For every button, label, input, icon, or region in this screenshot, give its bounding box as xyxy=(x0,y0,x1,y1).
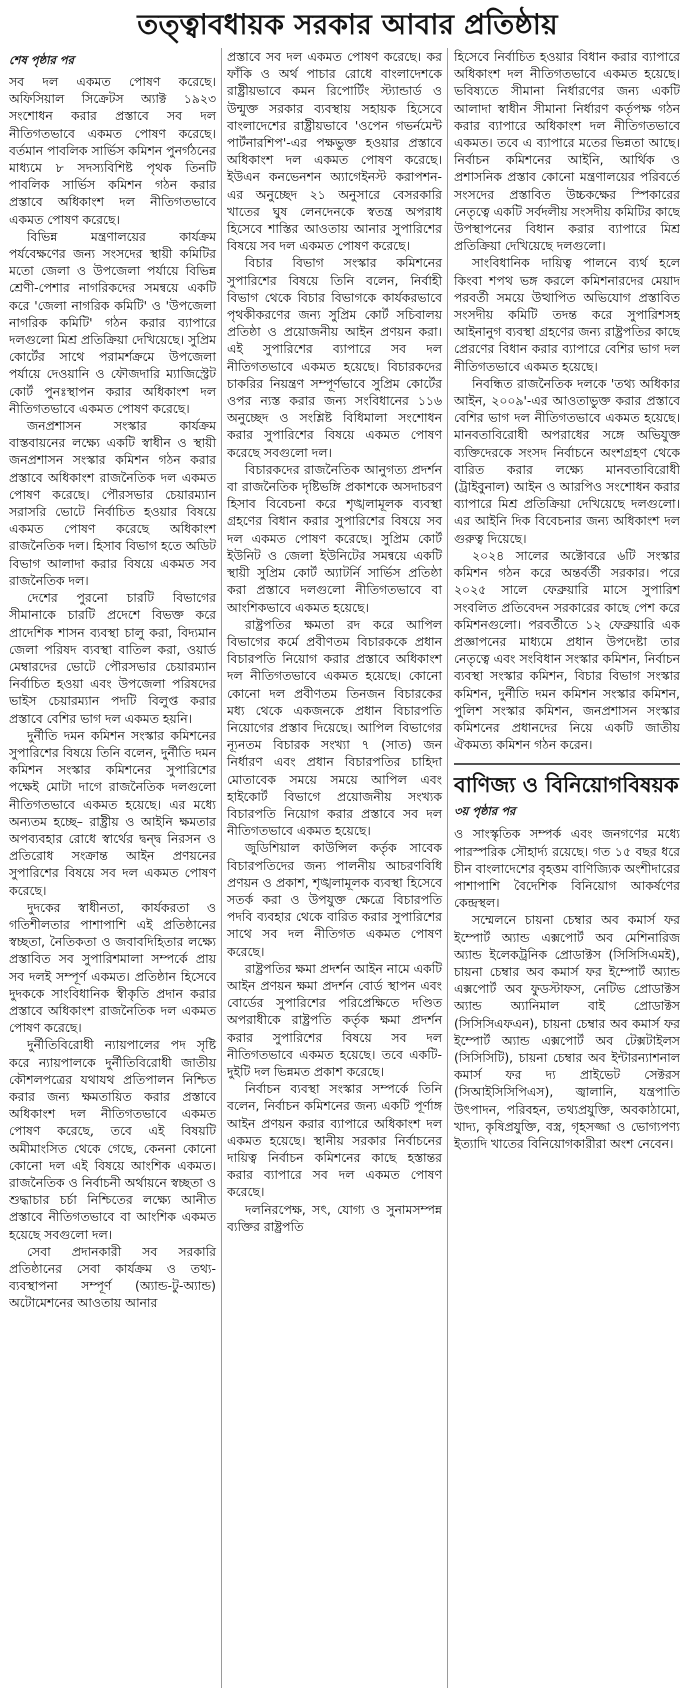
paragraph: বিভিন্ন মন্ত্রণালয়ের কার্যক্রম পর্যবেক্ষণের জন্য সংসদের স্থায়ী কমিটির মতো জেলা ও উপজেলা পর্যায়ে বিভিন্ন শ্রেণী-পেশার নাগরিকদের সমন্বয়ে একটি করে 'জেলা নাগরিক কমিটি' ও 'উপজেলা নাগরিক কমিটি' গঠন করার ব্যাপারে দলগুলো মিশ্র প্রতিক্রিয়া দেখিয়েছে। সুপ্রিম কোর্টের সাথে পরামর্শক্রমে উপজেলা পর্যায়ে দেওয়ানি ও ফৌজদারি ম্যাজিস্ট্রেট কোর্ট পুনঃস্থাপন করার অধিকাংশ দল নীতিগতভাবে একমত পোষণ করেছে। xyxy=(9,228,216,416)
paragraph: দুর্নীতিবিরোধী ন্যায়পালের পদ সৃষ্টি করে ন্যায়পালকে দুর্নীতিবিরোধী জাতীয় কৌশলপত্রের যথাযথ প্রতিপালন নিশ্চিত করার জন্য ক্ষমতায়িত করার প্রস্তাবে অধিকাংশ দল নীতিগতভাবে একমত পোষণ করেছে, তবে এই বিষয়টি অমীমাংসিত থেকে গেছে, কেননা কোনো কোনো দল এই বিষয়ে আংশিক একমত। রাজনৈতিক ও নির্বাচনী অর্থায়নে স্বচ্ছতা ও শুদ্ধাচার চর্চা নিশ্চিতের লক্ষ্যে আনীত প্রস্তাবে নীতিগতভাবে বা আংশিক একমত হয়েছে সবগুলো দল। xyxy=(9,1037,216,1242)
paragraph: জনপ্রশাসন সংস্কার কার্যক্রম বাস্তবায়নের লক্ষ্যে একটি স্বাধীন ও স্থায়ী জনপ্রশাসন সংস্কার কমিশন গঠন করার প্রস্তাবে অধিকাংশ রাজনৈতিক দল একমত পোষণ করেছে। পৌরসভার চেয়ারম্যান সরাসরি ভোটে নির্বাচিত হওয়ার বিষয়ে একমত পোষণ করেছে অধিকাংশ রাজনৈতিক দল। হিসাব বিভাগ হতে অডিট বিভাগ আলাদা করার বিষয়ে একমত সব রাজনৈতিক দল। xyxy=(9,418,216,588)
main-headline: তত্ত্বাবধায়ক সরকার আবার প্রতিষ্ঠায় xyxy=(137,8,558,41)
article-columns xyxy=(9,48,686,1688)
paragraph: নিবন্ধিত রাজনৈতিক দলকে 'তথ্য অধিকার আইন, ২০০৯'-এর আওতাভুক্ত করার প্রস্তাবে বেশির ভাগ দল নীতিগতভাবে একমত হয়েছে। মানবতাবিরোধী অপরাধের সঙ্গে অভিযুক্ত ব্যক্তিদেরকে সংসদ নির্বাচনে অংশগ্রহণ থেকে বারিত করার লক্ষ্যে মানবতাবিরোধী (ট্রাইবুনাল) আইন ও আরপিও সংশোধন করার ব্যাপারে মিশ্র প্রতিক্রিয়া দেখিয়েছে দলগুলো। এর আইনি দিক বিবেচনার জন্য অধিকাংশ দল গুরুত্ব দিয়েছে। xyxy=(454,375,680,546)
paragraph: সব দল একমত পোষণ করেছে। অফিসিয়াল সিক্রেটস অ্যাক্ট ১৯২৩ সংশোধন করার প্রস্তাবে সব দল নীতিগতভাবে একমত পোষণ করেছে। বর্তমান পাবলিক সার্ভিস কমিশন পুনর্গঠনের মাধ্যমে ৮ সদস্যবিশিষ্ট পৃথক তিনটি পাবলিক সার্ভিস কমিশন গঠন করার প্রস্তাবে অধিকাংশ দল নীতিগতভাবে একমত পোষণ করেছে। xyxy=(9,74,216,227)
secondary-headline: বাণিজ্য ও বিনিয়োগবিষয়ক xyxy=(454,763,680,803)
paragraph: রাষ্ট্রপতির ক্ষমতা রদ করে আপিল বিভাগের কর্মে প্রবীণতম বিচারককে প্রধান বিচারপতি নিয়োগ করার প্রস্তাবে অধিকাংশ দল নীতিগতভাবে একমত হয়েছে। কোনো কোনো দল প্রবীণতম তিনজন বিচারকের মধ্য থেকে একজনকে প্রধান বিচারপতি নিয়োগের প্রস্তাব দিয়েছে। আপিল বিভাগের ন্যূনতম বিচারক সংখ্যা ৭ (সাত) জন নির্ধারণ এবং প্রধান বিচারপতির চাহিদা মোতাবেক সময়ে সময়ে আপিল এবং হাইকোর্ট বিভাগে প্রয়োজনীয় সংখ্যক বিচারপতি নিয়োগ করার প্রস্তাবে সব দল নীতিগতভাবে একমত হয়েছে। xyxy=(227,616,442,839)
paragraph: ২০২৪ সালের অক্টোবরে ৬টি সংস্কার কমিশন গঠন করে অন্তর্বর্তী সরকার। পরে ২০২৫ সালে ফেব্রুয়ারি মাসে সুপারিশ সংবলিত প্রতিবেদন সরকারের কাছে পেশ করে কমিশনগুলো। পরবর্তীতে ১২ ফেব্রুয়ারি এক প্রজ্ঞাপনের মাধ্যমে প্রধান উপদেষ্টা তার নেতৃত্বে এবং সংবিধান সংস্কার কমিশন, নির্বাচন ব্যবস্থা সংস্কার কমিশন, বিচার বিভাগ সংস্কার কমিশন, দুর্নীতি দমন কমিশন সংস্কার কমিশন, পুলিশ সংস্কার কমিশন, জনপ্রশাসন সংস্কার কমিশনের প্রধানদের নিয়ে একটি জাতীয় ঐকমত্য কমিশন গঠন করেন। xyxy=(454,547,680,753)
paragraph: সেবা প্রদানকারী সব সরকারি প্রতিষ্ঠানের সেবা কার্যক্রম ও তথ্য-ব্যবস্থাপনা সম্পূর্ণ (অ্যান্ড-টু-অ্যান্ড) অটোমেশনের আওতায় আনার xyxy=(9,1243,216,1311)
paragraph: হিসেবে নির্বাচিত হওয়ার বিধান করার ব্যাপারে অধিকাংশ দল নীতিগতভাবে একমত হয়েছে। ভবিষ্যতে সীমানা নির্ধারণের জন্য একটি আলাদা স্বাধীন সীমানা নির্ধারণ কর্তৃপক্ষ গঠন করার ব্যাপারে অধিকাংশ দল নীতিগতভাবে একমত। তবে এ ব্যাপারে মতের ভিন্নতা আছে। নির্বাচন কমিশনের আইনি, আর্থিক ও প্রশাসনিক প্রস্তাব কোনো মন্ত্রণালয়ের পরিবর্তে সংসদের প্রস্তাবিত উচ্চকক্ষের স্পিকারের নেতৃত্বে একটি সর্বদলীয় সংসদীয় কমিটির কাছে উপস্থাপনের বিধান করার ব্যাপারে মিশ্র প্রতিক্রিয়া দেখিয়েছে দলগুলো। xyxy=(454,49,680,254)
column-3 xyxy=(448,48,680,1688)
paragraph: দুদকের স্বাধীনতা, কার্যকরতা ও গতিশীলতার পাশাপাশি এই প্রতিষ্ঠানের স্বচ্ছতা, নৈতিকতা ও জবাবদিহিতার লক্ষ্যে প্রস্তাবিত সব সুপারিশমালা সম্পর্কে প্রায় সব দলই সম্পূর্ণ একমত। প্রতিষ্ঠান হিসেবে দুদককে সাংবিধানিক স্বীকৃতি প্রদান করার প্রস্তাবে অধিকাংশ রাজনৈতিক দল একমত পোষণ করেছে। xyxy=(9,899,216,1036)
column-1 xyxy=(9,48,222,1688)
paragraph: প্রস্তাবে সব দল একমত পোষণ করেছে। কর ফাঁকি ও অর্থ পাচার রোধে বাংলাদেশকে রাষ্ট্রীয়ভাবে কমন রিপোর্টিং স্ট্যান্ডার্ড ও উন্মুক্ত সরকার ব্যবস্থায় সহায়ক হিসেবে বাংলাদেশের রাষ্ট্রীয়ভাবে 'ওপেন গভর্নমেন্ট পার্টনারশিপ'-এর পক্ষভুক্ত হওয়ার প্রস্তাবে অধিকাংশ দল একমত পোষণ করেছে। ইউএন কনভেনশন অ্যাগেইনস্ট করাপশন-এর অনুচ্ছেদ ২১ অনুসারে বেসরকারি খাতের ঘুষ লেনদেনকে স্বতন্ত্র অপরাধ হিসেবে শাস্তির আওতায় আনার সুপারিশের বিষয়ে সব দল একমত পোষণ করেছে। xyxy=(227,49,442,254)
paragraph: সম্মেলনে চায়না চেম্বার অব কমার্স ফর ইম্পোর্ট অ্যান্ড এক্সপোর্ট অব মেশিনারিজ অ্যান্ড ইলেকট্রনিক প্রোডাক্টস (সিসিসিএমই), চায়না চেম্বার অব কমার্স ফর ইম্পোর্ট অ্যান্ড এক্সপোর্ট অব ফুডস্টাফস, নেটিভ প্রোডাক্টস অ্যান্ড অ্যানিমাল বাই প্রোডাক্টস (সিসিসিএফএন), চায়না চেম্বার অব কমার্স ফর ইম্পোর্ট অ্যান্ড এক্সপোর্ট অব টেক্সটাইলস (সিসিসিটি), চায়না চেম্বার অব ইন্টারন্যাশনাল কমার্স ফর দ্য প্রাইভেট সেক্টরস (সিআইসিসিপিএস), জ্বালানি, যন্ত্রপাতি উৎপাদন, পরিবহন, তথ্যপ্রযুক্তি, অবকাঠামো, খাদ্য, কৃষিপ্রযুক্তি, বস্ত্র, গৃহসজ্জা ও ভোগ্যপণ্য ইত্যাদি খাতের বিনিয়োগকারীরা অংশ নেবেন। xyxy=(454,912,680,1151)
paragraph: দুর্নীতি দমন কমিশন সংস্কার কমিশনের সুপারিশের বিষয়ে তিনি বলেন, দুর্নীতি দমন কমিশন সংস্কার কমিশনের সুপারিশের পক্ষেই মোটা দাগে রাজনৈতিক দলগুলো নীতিগতভাবে একমত হয়েছে। এর মধ্যে অন্যতম হচ্ছে– রাষ্ট্রীয় ও আইনি ক্ষমতার অপব্যবহার রোধে স্বার্থের দ্বন্দ্ব নিরসন ও প্রতিরোধ সংক্রান্ত আইন প্রণয়নের সুপারিশের বিষয়ে সব দল একমত পোষণ করেছে। xyxy=(9,727,216,898)
column-2 xyxy=(222,48,448,1688)
paragraph: রাষ্ট্রপতির ক্ষমা প্রদর্শন আইন নামে একটি আইন প্রণয়ন ক্ষমা প্রদর্শন বোর্ড স্থাপন এবং বোর্ডের সুপারিশের পরিপ্রেক্ষিতে দণ্ডিত অপরাধীকে রাষ্ট্রপতি কর্তৃক ক্ষমা প্রদর্শন করার সুপারিশের বিষয়ে সব দল নীতিগতভাবে একমত হয়েছে। তবে একটি-দুইটি দল ভিন্নমত প্রকাশ করেছে। xyxy=(227,960,442,1079)
paragraph: বিচারকদের রাজনৈতিক আনুগত্য প্রদর্শন বা রাজনৈতিক দৃষ্টিভঙ্গি প্রকাশকে অসদাচরণ হিসাব বিবেচনা করে শৃঙ্খলামূলক ব্যবস্থা গ্রহণের বিধান করার সুপারিশের বিষয়ে সব দল একমত পোষণ করেছে। সুপ্রিম কোর্ট ইউনিট ও জেলা ইউনিটের সমন্বয়ে একটি স্থায়ী সুপ্রিম কোর্ট অ্যাটর্নি সার্ভিস প্রতিষ্ঠা করা প্রস্তাবে দলগুলো নীতিগতভাবে বা আংশিকভাবে একমত হয়েছে। xyxy=(227,461,442,615)
paragraph: সাংবিধানিক দায়িত্ব পালনে ব্যর্থ হলে কিংবা শপথ ভঙ্গ করলে কমিশনারদের মেয়াদ পরবর্তী সময়ে উত্থাপিত অভিযোগ প্রস্তাবিত সংসদীয় কমিটি তদন্ত করে সুপারিশসহ আইনানুগ ব্যবস্থা গ্রহণের জন্য রাষ্ট্রপতির কাছে প্রেরণের বিধান করার ব্যাপারে বেশির ভাগ দল নীতিগতভাবে একমত হয়েছে। xyxy=(454,255,680,374)
paragraph: বিচার বিভাগ সংস্কার কমিশনের সুপারিশের বিষয়ে তিনি বলেন, নির্বাহী বিভাগ থেকে বিচার বিভাগকে কার্যকরভাবে পৃথকীকরণের জন্য সুপ্রিম কোর্ট সচিবালয় প্রতিষ্ঠা ও প্রয়োজনীয় আইন প্রণয়ন করা। এই সুপারিশের ব্যাপারে সব দল নীতিগতভাবে একমত হয়েছে। বিচারকদের চাকরির নিয়ন্ত্রণ সম্পূর্ণভাবে সুপ্রিম কোর্টের ওপর ন্যস্ত করার জন্য সংবিধানের ১১৬ অনুচ্ছেদ ও সংশ্লিষ্ট বিধিমালা সংশোধন করার সুপারিশের বিষয়ে একমত পোষণ করেছে সবগুলো দল। xyxy=(227,255,442,460)
continuation-kicker: শেষ পৃষ্ঠার পর xyxy=(9,53,74,67)
paragraph: জুডিশিয়াল কাউন্সিল কর্তৃক সাবেক বিচারপতিদের জন্য পালনীয় আচরণবিধি প্রণয়ন ও প্রকাশ, শৃঙ্খলামূলক ব্যবস্থা হিসেবে সতর্ক করা ও উপযুক্ত ক্ষেত্রে বিচারপতি পদবি ব্যবহার থেকে বারিত করার সুপারিশের সাথে সব দল নীতিগত একমত পোষণ করেছে। xyxy=(227,840,442,959)
paragraph: নির্বাচন ব্যবস্থা সংস্কার সম্পর্কে তিনি বলেন, নির্বাচন কমিশনের জন্য একটি পূর্ণাঙ্গ আইন প্রণয়ন করার ব্যাপারে অধিকাংশ দল একমত হয়েছে। স্থানীয় সরকার নির্বাচনের দায়িত্ব নির্বাচন কমিশনের কাছে হস্তান্তর করার ব্যাপারে সব দল একমত পোষণ করেছে। xyxy=(227,1081,442,1200)
continuation-kicker: ৩য় পৃষ্ঠার পর xyxy=(454,804,516,819)
paragraph: দলনিরপেক্ষ, সৎ, যোগ্য ও সুনামসম্পন্ন ব্যক্তির রাষ্ট্রপতি xyxy=(227,1201,442,1234)
paragraph: দেশের পুরনো চারটি বিভাগের সীমানাকে চারটি প্রদেশে বিভক্ত করে প্রাদেশিক শাসন ব্যবস্থা চালু করা, বিদ্যমান জেলা পরিষদ ব্যবস্থা বাতিল করা, ওয়ার্ড মেম্বারদের ভোটে পৌরসভার চেয়ারম্যান নির্বাচিত হওয়া এবং উপজেলা পরিষদের ভাইস চেয়ারম্যান পদটি বিলুপ্ত করার প্রস্তাবে বেশির ভাগ দল একমত হয়নি। xyxy=(9,590,216,726)
paragraph: ও সাংস্কৃতিক সম্পর্ক এবং জনগণের মধ্যে পারস্পরিক সৌহার্দ্য রয়েছে। গত ১৫ বছর ধরে চীন বাংলাদেশের বৃহত্তম বাণিজ্যিক অংশীদারের পাশাপাশি বৈদেশিক বিনিয়োগ আকর্ষণের কেন্দ্রস্থল। xyxy=(454,826,680,911)
